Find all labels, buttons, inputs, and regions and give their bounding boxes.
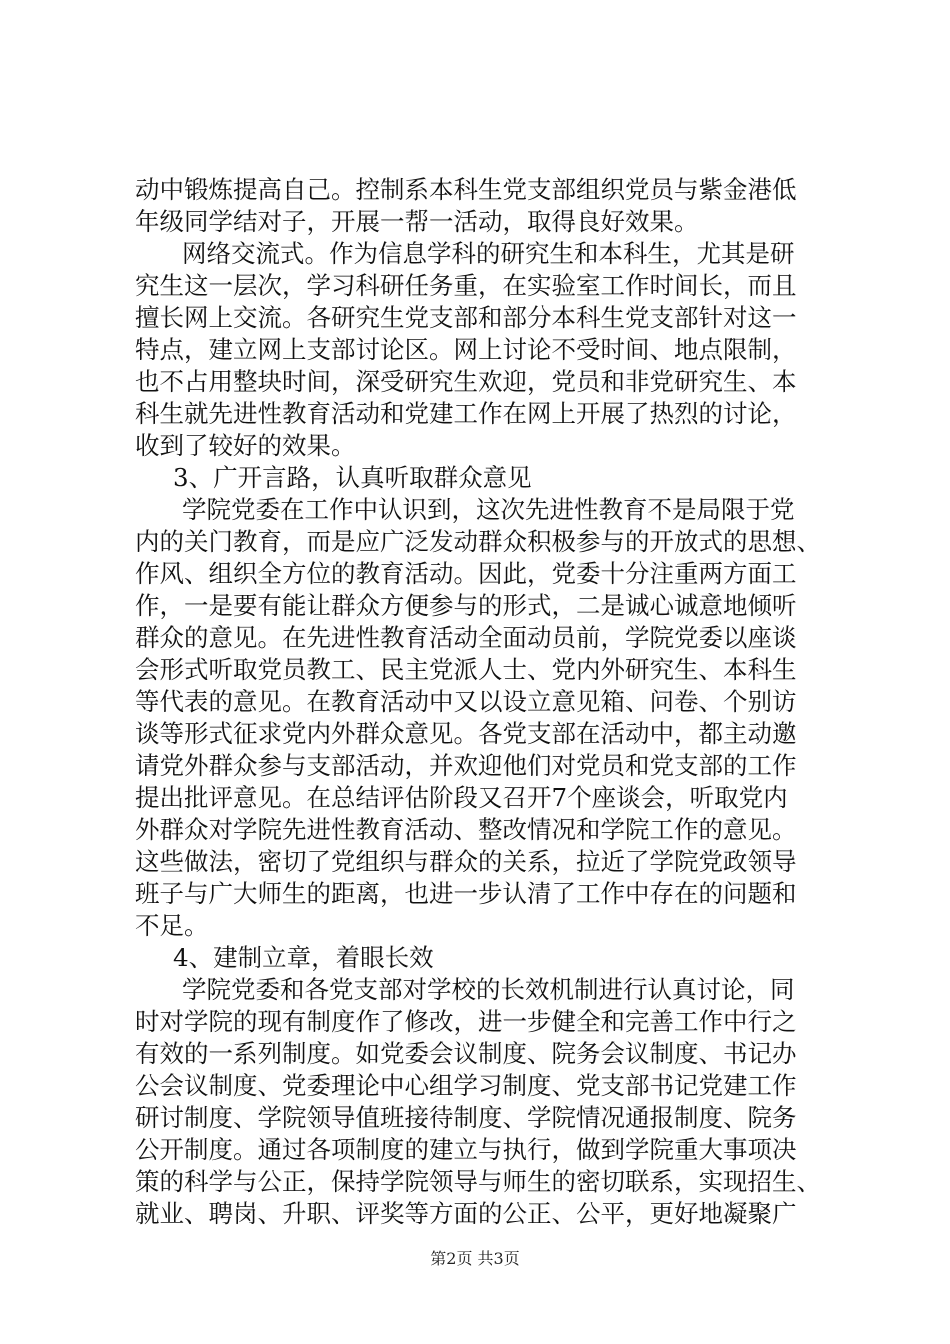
text-line: 提出批评意见。在总结评估阶段又召开7个座谈会，听取党内 — [135, 783, 788, 812]
page-number-footer: 第2页 共3页 — [430, 1249, 520, 1268]
section-heading: 3、广开言路，认真听取群众意见 — [173, 463, 532, 492]
text-line: 会形式听取党员教工、民主党派人士、党内外研究生、本科生 — [135, 655, 797, 684]
text-line: 有效的一系列制度。如党委会议制度、院务会议制度、书记办 — [135, 1039, 797, 1068]
document-body — [135, 174, 835, 1230]
text-line: 究生这一层次，学习科研任务重，在实验室工作时间长，而且 — [135, 271, 797, 300]
paragraph-start-line: 网络交流式。作为信息学科的研究生和本科生，尤其是研 — [182, 239, 795, 268]
text-line: 研讨制度、学院领导值班接待制度、学院情况通报制度、院务 — [135, 1103, 797, 1132]
text-line: 外群众对学院先进性教育活动、整改情况和学院工作的意见。 — [135, 815, 797, 844]
text-line: 班子与广大师生的距离，也进一步认清了工作中存在的问题和 — [135, 879, 797, 908]
text-line: 作，一是要有能让群众方便参与的形式，二是诚心诚意地倾听 — [135, 591, 797, 620]
text-line: 请党外群众参与支部活动，并欢迎他们对党员和党支部的工作 — [135, 751, 797, 780]
paragraph-start-line: 学院党委和各党支部对学校的长效机制进行认真讨论，同 — [182, 975, 795, 1004]
text-line: 作风、组织全方位的教育活动。因此，党委十分注重两方面工 — [135, 559, 797, 588]
text-line: 等代表的意见。在教育活动中又以设立意见箱、问卷、个别访 — [135, 687, 797, 716]
text-line: 动中锻炼提高自己。控制系本科生党支部组织党员与紫金港低 — [135, 175, 797, 204]
text-line: 特点，建立网上支部讨论区。网上讨论不受时间、地点限制， — [135, 335, 797, 364]
text-line: 群众的意见。在先进性教育活动全面动员前，学院党委以座谈 — [135, 623, 797, 652]
text-line: 谈等形式征求党内外群众意见。各党支部在活动中，都主动邀 — [135, 719, 797, 748]
text-line: 内的关门教育，而是应广泛发动群众积极参与的开放式的思想、 — [135, 527, 821, 556]
text-line: 这些做法，密切了党组织与群众的关系，拉近了学院党政领导 — [135, 847, 797, 876]
text-line: 不足。 — [135, 911, 209, 940]
text-line: 时对学院的现有制度作了修改，进一步健全和完善工作中行之 — [135, 1007, 797, 1036]
text-line: 公会议制度、党委理论中心组学习制度、党支部书记党建工作 — [135, 1071, 797, 1100]
section-heading: 4、建制立章，着眼长效 — [173, 943, 434, 972]
text-line: 科生就先进性教育活动和党建工作在网上开展了热烈的讨论， — [135, 399, 797, 428]
text-line: 策的科学与公正，保持学院领导与师生的密切联系，实现招生、 — [135, 1167, 821, 1196]
paragraph-start-line: 学院党委在工作中认识到，这次先进性教育不是局限于党 — [182, 495, 795, 524]
text-line: 年级同学结对子，开展一帮一活动，取得良好效果。 — [135, 207, 699, 236]
text-line: 收到了较好的效果。 — [135, 431, 356, 460]
text-line: 公开制度。通过各项制度的建立与执行，做到学院重大事项决 — [135, 1135, 797, 1164]
text-line: 擅长网上交流。各研究生党支部和部分本科生党支部针对这一 — [135, 303, 797, 332]
text-line: 也不占用整块时间，深受研究生欢迎，党员和非党研究生、本 — [135, 367, 797, 396]
text-line: 就业、聘岗、升职、评奖等方面的公正、公平，更好地凝聚广 — [135, 1199, 797, 1228]
